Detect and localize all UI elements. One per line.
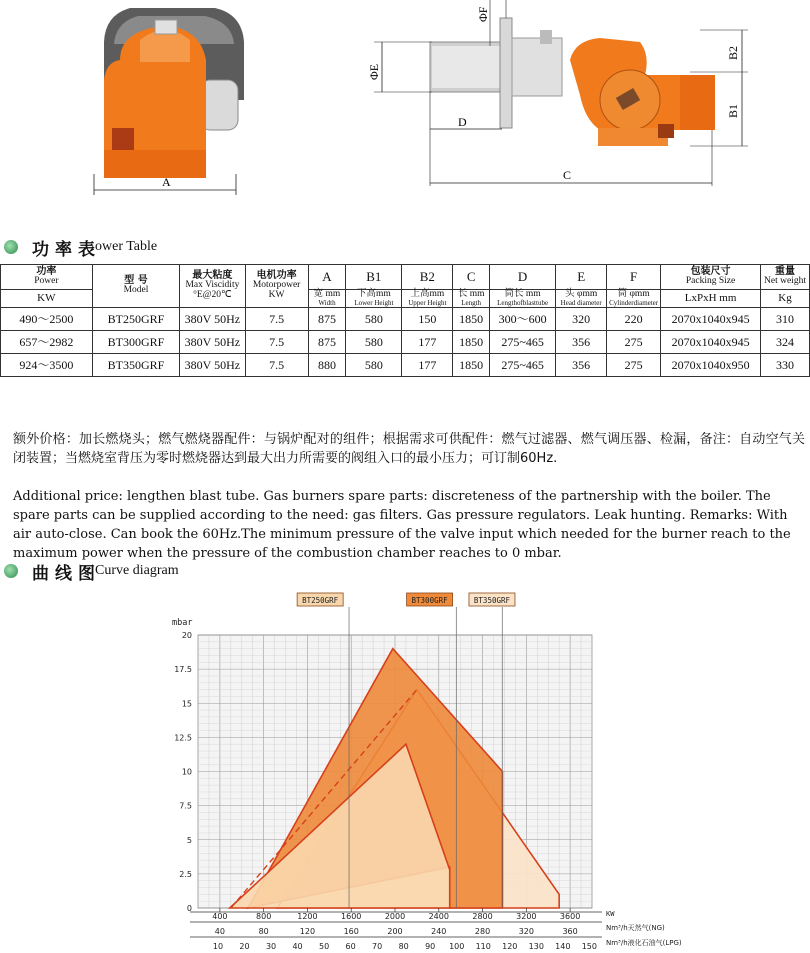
cell-c: 1850 [453,308,490,331]
x-tick-label-lpg: 50 [319,942,330,951]
cell-d: 275~465 [489,354,555,377]
cell-a: 875 [308,308,346,331]
x-tick-label-lpg: 90 [425,942,436,951]
y-tick-label: 15 [181,699,192,709]
table-row [1,308,810,331]
x-tick-label-lpg: 130 [528,942,544,951]
x-tick-label-kw: 3600 [559,912,581,921]
x-tick-label-ng: 200 [387,927,403,936]
bullet-icon [4,564,18,578]
notes-english: Additional price: lengthen blast tube. Gas burners spare parts: discreteness of the partnership with the boiler. The spare parts can be supplied according to the need: gas filters. Gas pressure regulators. Leak hunting. Remarks: With air auto-close. Can book the 60Hz.The minimum pressure of the valve input which needed for the burner reach to the maximum power when the pressure of the combustion chamber reaches to 0 mbar. [13,489,791,561]
bullet-icon [4,240,18,254]
x-tick-label-lpg: 30 [265,942,277,951]
a-sub: 宽 mm Width [308,290,346,308]
b1-sub: 下高mm Lower Height [346,290,402,308]
x-tick-label-lpg: 60 [345,942,356,951]
cell-b1: 580 [346,354,402,377]
y-tick-label: 5 [186,835,192,845]
x-tick-label-lpg: 100 [449,942,465,951]
col-d: D [489,265,555,290]
cell-f: 220 [607,308,661,331]
cell-model: BT250GRF [92,308,180,331]
power-unit: KW [1,290,93,308]
front-view-drawing [94,8,244,195]
cell-packing: 2070x1040x945 [661,331,761,354]
cell-a: 880 [308,354,346,377]
cell-d: 300～600 [489,308,555,331]
cell-power: 924～3500 [1,354,93,377]
legend-label-bt350grf: BT350GRF [473,596,511,605]
cell-b1: 580 [346,308,402,331]
side-view-drawing [367,0,748,186]
power-table-heading [4,236,157,258]
dim-f-label: ΦF [476,6,490,22]
cell-d: 275~465 [489,331,555,354]
col-packing: 包装尺寸 Packing Size [661,265,761,290]
x-tick-label-ng: 240 [431,927,447,936]
cell-model: BT300GRF [92,331,180,354]
x-axis-label-lpg: Nm³/h液化石油气(LPG) [606,939,682,947]
y-tick-label: 2.5 [179,869,192,879]
f-sub: 筒 φmm Cylinderdiameter [607,290,661,308]
dim-a-label: A [162,175,171,189]
col-b2: B2 [402,265,453,290]
cell-motor: 7.5 [245,308,308,331]
x-tick-label-lpg: 20 [239,942,250,951]
legend-label-bt300grf: BT300GRF [411,596,448,605]
c-sub: 长 mm Length [453,290,490,308]
x-tick-label-ng: 120 [299,927,316,936]
x-tick-label-kw: 2800 [472,912,493,921]
cell-b2: 177 [402,331,453,354]
x-tick-label-lpg: 110 [475,942,491,951]
cell-b1: 580 [346,331,402,354]
x-tick-label-kw: 1600 [341,912,362,921]
dim-d-label: D [458,115,467,129]
cell-viscidity: 380V 50Hz [180,331,245,354]
x-tick-label-ng: 360 [562,927,578,936]
cell-e: 356 [556,354,607,377]
col-weight: 重量 Net weight [760,265,809,290]
cell-viscidity: 380V 50Hz [180,308,245,331]
cell-packing: 2070x1040x945 [661,308,761,331]
cell-c: 1850 [453,354,490,377]
col-f: F [607,265,661,290]
col-b1: B1 [346,265,402,290]
y-tick-label: 12.5 [174,733,192,743]
x-tick-label-lpg: 120 [502,942,518,951]
x-axis-label-kw: KW [606,910,615,918]
x-tick-label-lpg: 150 [581,942,597,951]
curve-chart [0,585,810,953]
notes-chinese: 额外价格：加长燃烧头；燃气燃烧器配件：与锅炉配对的组件；根据需求可供配件：燃气过滤器、燃气调压器、检漏，备注：自动空气关闭装置；当燃烧室背压为零时燃烧器达到最大出力所需要的阀组入口的最小压力；可订制60Hz. [13,432,805,466]
dim-b1-label: B1 [726,103,740,118]
e-sub: 头 φmm Head diameter [556,290,607,308]
curve-heading [4,560,179,582]
x-tick-label-lpg: 10 [212,942,224,951]
cell-weight: 310 [760,308,809,331]
x-tick-label-kw: 1200 [297,912,318,921]
x-tick-label-kw: 800 [256,912,272,921]
legend-label-bt250grf: BT250GRF [302,596,339,605]
cell-weight: 324 [760,331,809,354]
cell-motor: 7.5 [245,331,308,354]
burner-drawings [0,0,810,205]
power-table [0,264,810,377]
col-model: 型 号 Model [92,265,180,308]
col-motor: 电机功率 Motorpower KW [245,265,308,308]
x-tick-label-ng: 80 [258,927,269,936]
curve-heading-cn: 曲线图 [32,563,101,584]
y-tick-label: 17.5 [174,665,192,675]
cell-b2: 177 [402,354,453,377]
x-tick-label-kw: 400 [212,912,228,921]
weight-unit: Kg [760,290,809,308]
b2-sub: 上高mm Upper Height [402,290,453,308]
y-tick-label: 10 [181,767,192,777]
col-a: A [308,265,346,290]
y-tick-label: 7.5 [179,801,192,811]
cell-f: 275 [607,331,661,354]
x-tick-label-ng: 320 [518,927,534,936]
col-power: 功率 Power [1,265,93,290]
col-e: E [556,265,607,290]
col-viscidity: 最大粘度 Max Viscidity °E@20℃ [180,265,245,308]
cell-weight: 330 [760,354,809,377]
cell-motor: 7.5 [245,354,308,377]
power-table-heading-en: ower Table [95,239,158,254]
cell-packing: 2070x1040x950 [661,354,761,377]
y-tick-label: 20 [181,631,192,640]
cell-a: 875 [308,331,346,354]
y-tick-label: 0 [186,904,192,913]
x-tick-label-ng: 40 [214,927,225,936]
curve-heading-en: Curve diagram [95,563,179,578]
cell-viscidity: 380V 50Hz [180,354,245,377]
cell-model: BT350GRF [92,354,180,377]
cell-c: 1850 [453,331,490,354]
cell-power: 490～2500 [1,308,93,331]
power-table-heading-cn: 功率表 [32,239,101,260]
table-row [1,331,810,354]
x-tick-label-lpg: 40 [292,942,303,951]
dim-e-label: ΦE [367,63,381,80]
x-tick-label-kw: 2400 [428,912,449,921]
x-tick-label-kw: 2000 [384,912,406,921]
x-tick-label-lpg: 80 [398,942,409,951]
table-header-row [1,265,810,290]
dim-b2-label: B2 [726,45,740,60]
cell-e: 320 [556,308,607,331]
col-c: C [453,265,490,290]
cell-f: 275 [607,354,661,377]
x-tick-label-lpg: 140 [555,942,571,951]
d-sub: 筒长 mm Lengthofblasttube [489,290,555,308]
dim-c-label: C [563,168,572,182]
x-tick-label-ng: 160 [343,927,359,936]
x-axis-label-ng: Nm³/h天然气(NG) [606,924,665,932]
x-tick-label-kw: 3200 [516,912,537,921]
table-row [1,354,810,377]
cell-e: 356 [556,331,607,354]
cell-b2: 150 [402,308,453,331]
y-axis-label: mbar [172,618,193,628]
packing-unit: LxPxH mm [661,290,761,308]
x-tick-label-lpg: 70 [372,942,383,951]
x-tick-label-ng: 280 [474,927,491,936]
cell-power: 657～2982 [1,331,93,354]
